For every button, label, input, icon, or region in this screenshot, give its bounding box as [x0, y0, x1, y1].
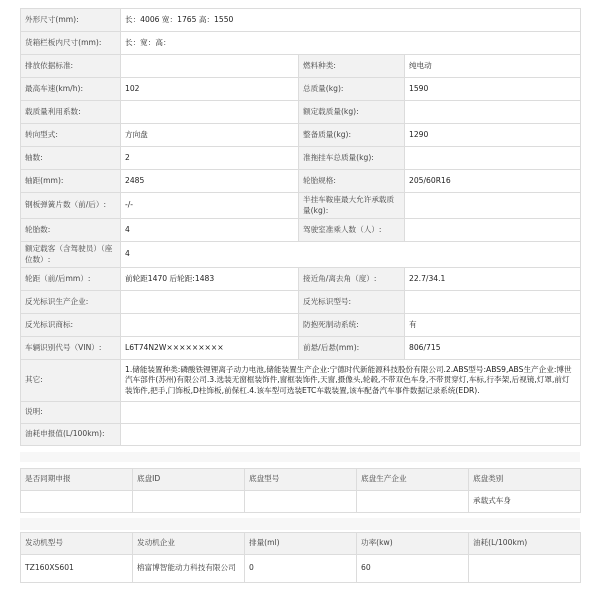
- spec-label: 轴距(mm):: [21, 170, 121, 193]
- spec-row: [21, 32, 581, 55]
- spec-value: L6T74N2W×××××××××: [121, 337, 299, 360]
- spec-label: 防抱死制动系统:: [299, 314, 405, 337]
- spec-value: 纯电动: [405, 55, 581, 78]
- engine-table: [20, 532, 581, 583]
- spec-value: [121, 101, 299, 124]
- spec-value: [121, 424, 581, 446]
- engine-header-row: [21, 533, 581, 555]
- spec-label: 转向型式:: [21, 124, 121, 147]
- spec-value: [405, 101, 581, 124]
- spec-value: 806/715: [405, 337, 581, 360]
- spec-label: 油耗申报值(L/100km):: [21, 424, 121, 446]
- spec-row: [21, 78, 581, 101]
- spec-label: 其它:: [21, 360, 121, 402]
- chassis-header: 底盘ID: [133, 469, 245, 491]
- spec-row: [21, 124, 581, 147]
- spec-label: 额定载客（含驾驶员）（座位数）:: [21, 242, 121, 268]
- spec-label: 载质量利用系数:: [21, 101, 121, 124]
- spec-label: 燃料种类:: [299, 55, 405, 78]
- spec-row: [21, 291, 581, 314]
- spec-value: 有: [405, 314, 581, 337]
- spec-value: 1.储能装置种类:磷酸铁锂锂离子动力电池,储能装置生产企业:宁德时代新能源科技股份有限公司.2.ABS型号:ABS9,ABS生产企业:博世汽车部件(苏州)有限公司.3.选装无窗框装饰件,窗框装饰件,天窗,摄像头,轮毂,不带双色车身,不带贯穿灯,车标,行李架,后视镜,灯罩,前灯装饰件,把手,门饰板,D柱饰板,前保杠.4.该车型可选装ETC车载装置,该车配备汽车事件数据记录系统(EDR).: [121, 360, 581, 402]
- spec-value: 2: [121, 147, 299, 170]
- spec-label: 前悬/后悬(mm):: [299, 337, 405, 360]
- engine-cell: 榕富博智能动力科技有限公司: [133, 555, 245, 583]
- chassis-header-row: [21, 469, 581, 491]
- spec-label: 轮距（前/后mm）:: [21, 268, 121, 291]
- spec-row: [21, 242, 581, 268]
- engine-cell: 0: [245, 555, 357, 583]
- chassis-row: [21, 491, 581, 513]
- spec-value: 1590: [405, 78, 581, 101]
- spec-value: [121, 291, 299, 314]
- spec-value: [121, 314, 299, 337]
- spec-value: 4: [121, 219, 299, 242]
- spec-value: 2485: [121, 170, 299, 193]
- vehicle-spec-table: [20, 8, 581, 446]
- engine-cell: [469, 555, 581, 583]
- spec-label: 轴数:: [21, 147, 121, 170]
- spec-row: [21, 193, 581, 219]
- chassis-header: 是否同期申报: [21, 469, 133, 491]
- engine-cell: TZ160XS601: [21, 555, 133, 583]
- chassis-cell: [133, 491, 245, 513]
- spec-value: [121, 55, 299, 78]
- engine-header: 排量(ml): [245, 533, 357, 555]
- spec-value: [405, 291, 581, 314]
- spec-row: [21, 424, 581, 446]
- spec-row: [21, 170, 581, 193]
- section-divider: [20, 452, 580, 462]
- chassis-cell: [245, 491, 357, 513]
- spec-label: 反光标识型号:: [299, 291, 405, 314]
- spec-label: 说明:: [21, 402, 121, 424]
- spec-label: 钢板弹簧片数（前/后）:: [21, 193, 121, 219]
- spec-value: [405, 193, 581, 219]
- spec-value: [405, 147, 581, 170]
- spec-label: 反光标识商标:: [21, 314, 121, 337]
- engine-header: 功率(kw): [357, 533, 469, 555]
- chassis-cell: 承载式车身: [469, 491, 581, 513]
- spec-label: 反光标识生产企业:: [21, 291, 121, 314]
- engine-cell: 60: [357, 555, 469, 583]
- spec-row: [21, 360, 581, 402]
- engine-header: 发动机企业: [133, 533, 245, 555]
- spec-label: 轮胎数:: [21, 219, 121, 242]
- spec-row: [21, 55, 581, 78]
- spec-value: [121, 402, 581, 424]
- section-divider: [20, 518, 580, 530]
- chassis-cell: [357, 491, 469, 513]
- spec-row: [21, 9, 581, 32]
- spec-value: 22.7/34.1: [405, 268, 581, 291]
- spec-label: 外形尺寸(mm):: [21, 9, 121, 32]
- spec-label: 驾驶室准乘人数（人）:: [299, 219, 405, 242]
- spec-value: -/-: [121, 193, 299, 219]
- engine-header: 油耗(L/100km): [469, 533, 581, 555]
- spec-row: [21, 314, 581, 337]
- engine-header: 发动机型号: [21, 533, 133, 555]
- engine-row: [21, 555, 581, 583]
- spec-label: 货箱栏板内尺寸(mm):: [21, 32, 121, 55]
- spec-value: 长：宽：高：: [121, 32, 581, 55]
- spec-value: 方向盘: [121, 124, 299, 147]
- spec-row: [21, 337, 581, 360]
- chassis-cell: [21, 491, 133, 513]
- spec-label: 轮胎规格:: [299, 170, 405, 193]
- spec-value: 102: [121, 78, 299, 101]
- chassis-header: 底盘类别: [469, 469, 581, 491]
- spec-label: 整备质量(kg):: [299, 124, 405, 147]
- spec-value: 1290: [405, 124, 581, 147]
- spec-label: 准拖挂车总质量(kg):: [299, 147, 405, 170]
- spec-value: 前轮距1470 后轮距:1483: [121, 268, 299, 291]
- spec-value: 205/60R16: [405, 170, 581, 193]
- spec-value: 长：4006 宽：1765 高：1550: [121, 9, 581, 32]
- chassis-table: [20, 468, 581, 513]
- spec-row: [21, 101, 581, 124]
- spec-label: 总质量(kg):: [299, 78, 405, 101]
- spec-row: [21, 402, 581, 424]
- spec-label: 车辆识别代号（VIN）:: [21, 337, 121, 360]
- spec-label: 排放依据标准:: [21, 55, 121, 78]
- spec-row: [21, 268, 581, 291]
- chassis-header: 底盘型号: [245, 469, 357, 491]
- spec-label: 半挂车鞍座最大允许承载质量(kg):: [299, 193, 405, 219]
- spec-row: [21, 147, 581, 170]
- spec-value: 4: [121, 242, 581, 268]
- spec-label: 最高车速(km/h):: [21, 78, 121, 101]
- spec-value: [405, 219, 581, 242]
- chassis-header: 底盘生产企业: [357, 469, 469, 491]
- spec-label: 额定载质量(kg):: [299, 101, 405, 124]
- spec-label: 接近角/离去角（度）:: [299, 268, 405, 291]
- spec-row: [21, 219, 581, 242]
